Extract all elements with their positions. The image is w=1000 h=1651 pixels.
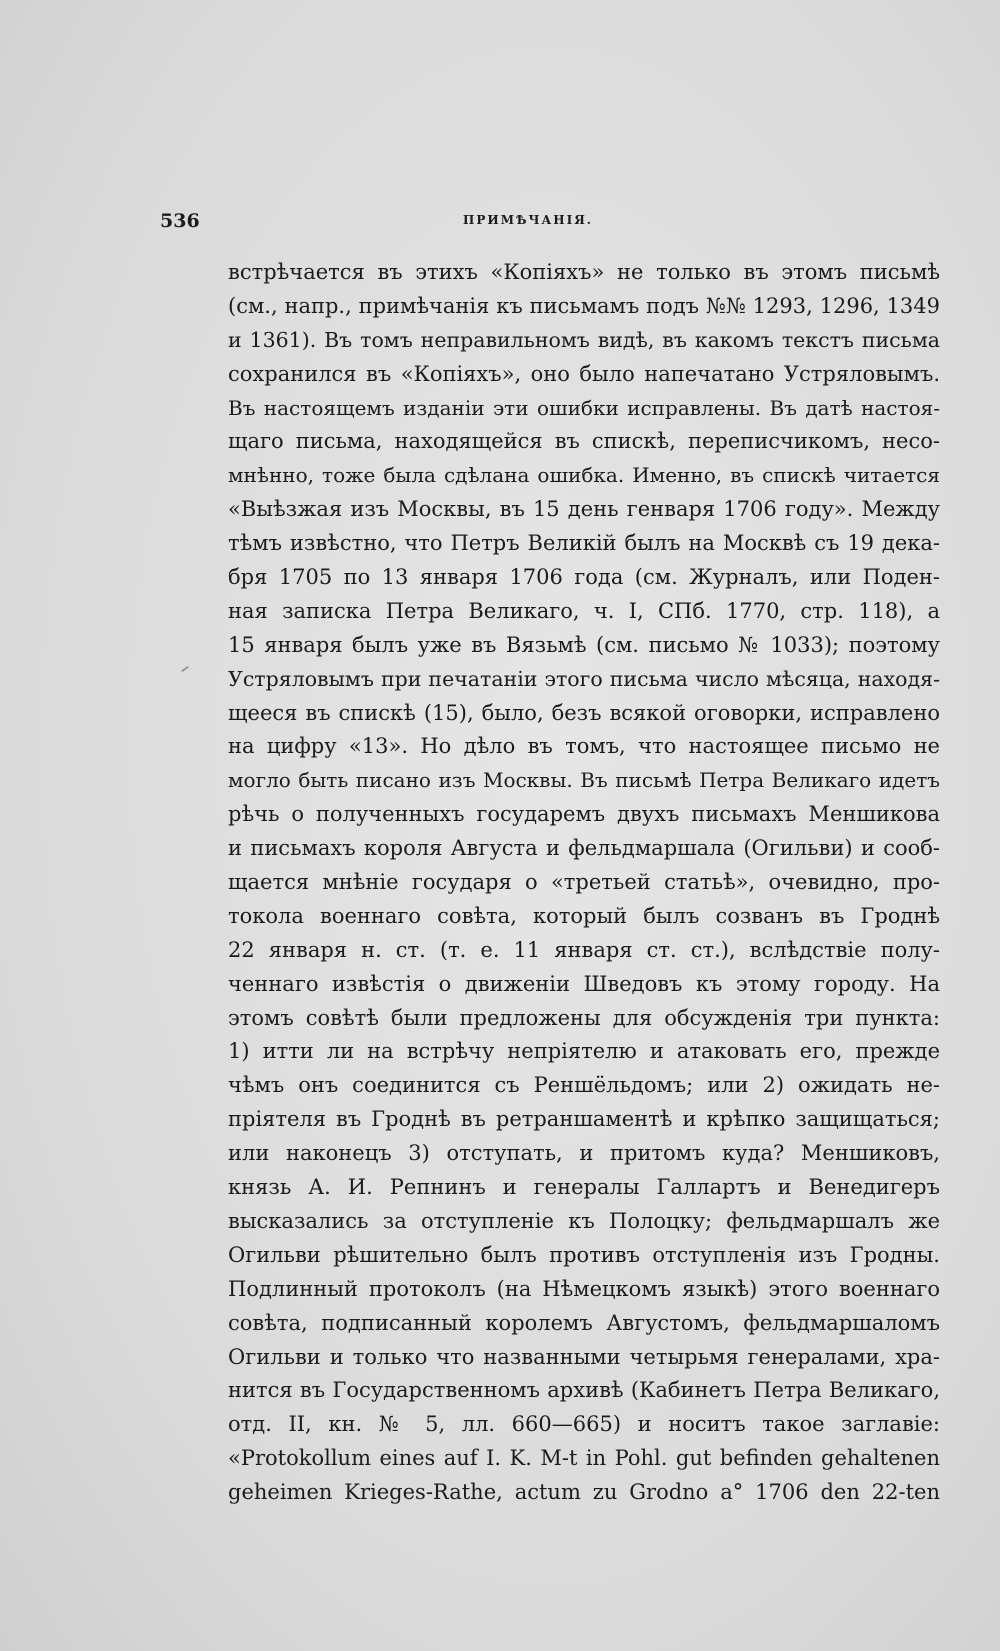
text-line: тѣмъ извѣстно, что Петръ Великій былъ на Москвѣ съ 19 дека-: [228, 531, 940, 556]
text-line: рѣчь о полученныхъ государемъ двухъ письмахъ Меншикова: [228, 802, 940, 827]
text-line: Въ настоящемъ изданіи эти ошибки исправлены. Въ датѣ настоя-: [228, 395, 940, 420]
text-line: (см., напр., примѣчанія къ письмамъ подъ №№ 1293, 1296, 1349: [228, 293, 940, 318]
text-line: Устряловымъ при печатаніи этого письма число мѣсяца, находя-: [228, 666, 940, 691]
text-line: высказались за отступленіе къ Полоцку; фельдмаршалъ же: [228, 1208, 940, 1233]
text-line: щееся въ спискѣ (15), было, безъ всякой оговорки, исправлено: [228, 700, 940, 725]
text-line: 22 января н. ст. (т. е. 11 января ст. ст.), вслѣдствіе полу-: [228, 937, 940, 962]
margin-mark: [181, 666, 189, 672]
text-line: чѣмъ онъ соединится съ Реншёльдомъ; или 2) ожидать не-: [228, 1073, 940, 1098]
text-line: Огильви рѣшительно былъ противъ отступленія изъ Гродны.: [228, 1242, 940, 1267]
text-line: мнѣнно, тоже была сдѣлана ошибка. Именно, въ спискѣ читается: [228, 463, 940, 488]
text-line: и 1361). Въ томъ неправильномъ видѣ, въ какомъ текстъ письма: [228, 327, 940, 352]
body-text: [228, 256, 940, 1510]
text-line: могло быть писано изъ Москвы. Въ письмѣ Петра Великаго идетъ: [228, 768, 940, 793]
text-line: этомъ совѣтѣ были предложены для обсужденія три пункта:: [228, 1005, 940, 1030]
text-line: «Выѣзжая изъ Москвы, въ 15 день генваря 1706 году». Между: [228, 497, 940, 522]
text-line: ная записка Петра Великаго, ч. I, СПб. 1770, стр. 118), а: [228, 598, 940, 623]
page-number: 536: [160, 210, 200, 232]
text-line: князь А. И. Репнинъ и генералы Галлартъ и Венедигеръ: [228, 1175, 940, 1200]
text-line: пріятеля въ Гроднѣ въ ретраншаментѣ и крѣпко защищаться;: [228, 1107, 940, 1132]
text-line: geheimen Krieges-Rathe, actum zu Grodno a° 1706 den 22-ten: [228, 1480, 940, 1505]
running-head: ПРИМѢЧАНІЯ.: [463, 213, 593, 227]
text-line: ченнаго извѣстія о движеніи Шведовъ къ этому городу. На: [228, 971, 940, 996]
text-line: встрѣчается въ этихъ «Копіяхъ» не только въ этомъ письмѣ: [228, 260, 940, 284]
text-line: бря 1705 по 13 января 1706 года (см. Журналъ, или Поден-: [228, 565, 940, 590]
text-line: щается мнѣніе государя о «третьей статьѣ», очевидно, про-: [228, 870, 940, 895]
text-line: совѣта, подписанный королемъ Августомъ, фельдмаршаломъ: [228, 1310, 940, 1335]
text-line: 15 января былъ уже въ Вязьмѣ (см. письмо № 1033); поэтому: [228, 632, 940, 657]
text-line: «Protokollum eines auf I. K. M-t in Pohl. gut befinden gehaltenen: [228, 1446, 940, 1471]
text-line: Огильви и только что названными четырьмя генералами, хра-: [228, 1344, 940, 1369]
text-line: на цифру «13». Но дѣло въ томъ, что настоящее письмо не: [228, 734, 940, 759]
text-line: 1) итти ли на встрѣчу непріятелю и атаковать его, прежде: [228, 1039, 940, 1064]
text-line: щаго письма, находящейся въ спискѣ, переписчикомъ, несо-: [228, 429, 940, 454]
text-line: или наконецъ 3) отступать, и притомъ куда? Меншиковъ,: [228, 1141, 940, 1166]
text-line: сохранился въ «Копіяхъ», оно было напечатано Устряловымъ.: [228, 361, 940, 386]
text-line: и письмахъ короля Августа и фельдмаршала (Огильви) и сооб-: [228, 836, 940, 861]
text-line: токола военнаго совѣта, который былъ созванъ въ Гроднѣ: [228, 903, 940, 928]
text-line: Подлинный протоколъ (на Нѣмецкомъ языкѣ) этого военнаго: [228, 1276, 940, 1301]
text-line: отд. II, кн. № 5, лл. 660—665) и носитъ такое заглавіе:: [228, 1412, 940, 1437]
text-line: нится въ Государственномъ архивѣ (Кабинетъ Петра Великаго,: [228, 1378, 940, 1403]
